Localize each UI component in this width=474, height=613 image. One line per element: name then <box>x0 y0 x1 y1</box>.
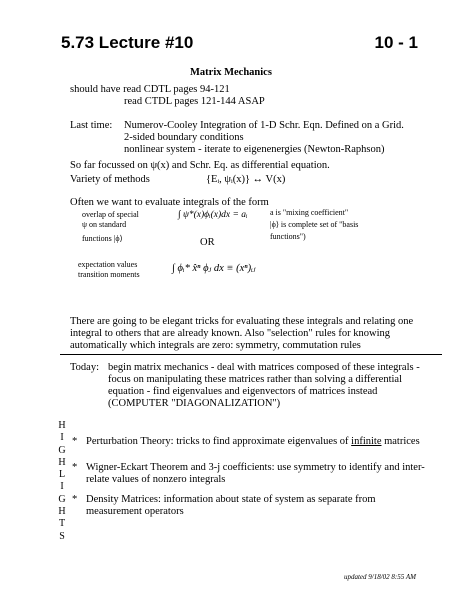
highlights-letter: I <box>60 432 64 444</box>
bullet-density-line-2: measurement operators <box>86 506 184 517</box>
matrix-element-formula: ∫ ϕᵢ* x̂ⁿ ϕⱼ dx ≡ (xⁿ)ᵢⱼ <box>172 263 256 274</box>
last-time-line-1: Numerov-Cooley Integration of 1-D Schr. Eqn. Defined on a Grid. <box>124 120 404 131</box>
highlights-letter: H <box>58 420 66 431</box>
bullet-perturbation-end: matrices <box>381 436 420 447</box>
highlights-letter: L <box>58 469 66 481</box>
today-line-1: begin matrix mechanics - deal with matrices composed of these integrals - <box>108 362 420 373</box>
bullet-marker: * <box>72 462 78 473</box>
overlap-line-1: overlap of special <box>82 210 139 219</box>
updated-timestamp: updated 9/18/02 8:55 AM <box>343 573 416 581</box>
bullet-perturbation-text: Perturbation Theory: tricks to find approximate eigenvalues of <box>86 436 352 447</box>
reading-line-1: should have read CDTL pages 94-121 <box>70 84 230 95</box>
or-label: OR <box>200 237 215 248</box>
note-functions: functions") <box>270 232 306 241</box>
overlap-formula: ∫ ψ*(x)ϕᵢ(x)dx = aᵢ <box>178 210 248 220</box>
tricks-line-2: integral to others that are already known. Also "selection" rules for knowing <box>70 328 390 339</box>
overlap-line-3: functions |ϕ⟩ <box>82 234 123 243</box>
today-line-2: focus on manipulating these matrices rather than solving a differential <box>108 374 403 385</box>
bullet-perturbation <box>86 436 420 448</box>
lecture-title: 5.73 Lecture #10 <box>61 33 194 52</box>
highlights-letter: I <box>60 481 64 493</box>
focus-line-1: So far focussed on ψ(x) and Schr. Eq. as differential equation. <box>70 160 330 171</box>
expectation-line-2: transition moments <box>78 270 140 279</box>
bullet-wigner-line-1: Wigner-Eckart Theorem and 3-j coefficients: use symmetry to identify and inter- <box>86 462 425 473</box>
bullet-marker: * <box>72 494 78 505</box>
section-divider <box>60 354 442 355</box>
note-mixing: a is "mixing coefficient" <box>270 208 349 217</box>
bullet-wigner-line-2: relate values of nonzero integrals <box>86 474 226 485</box>
focus-line-2-label: Variety of methods <box>70 174 150 185</box>
tricks-line-3: automatically which integrals are zero: symmetry, commutation rules <box>70 340 361 351</box>
section-title: Matrix Mechanics <box>190 67 272 78</box>
integrals-intro: Often we want to evaluate integrals of the form <box>70 197 269 208</box>
today-line-4: (COMPUTER "DIAGONALIZATION") <box>108 398 281 409</box>
highlights-letter: H <box>58 456 66 468</box>
infinite-underlined: infinite <box>351 436 382 447</box>
last-time-line-3: nonlinear system - iterate to eigenenergies (Newton-Raphson) <box>124 144 385 155</box>
tricks-line-1: There are going to be elegant tricks for evaluating these integrals and relating one <box>70 316 414 327</box>
highlights-letter: T <box>58 518 66 530</box>
page-number: 10 - 1 <box>374 33 418 52</box>
last-time-line-2: 2-sided boundary conditions <box>124 132 244 143</box>
note-basis: |ϕ⟩ is complete set of "basis <box>270 220 359 229</box>
highlights-letter: S <box>59 530 65 542</box>
highlights-vertical-label <box>56 420 68 543</box>
bullet-marker: * <box>72 436 78 447</box>
overlap-line-2: ψ on standard <box>82 220 127 229</box>
bullet-density-line-1: Density Matrices: information about state of system as separate from <box>86 494 376 505</box>
focus-formula: {Eᵢ, ψᵢ(x)} ↔ V(x) <box>206 174 286 185</box>
today-label: Today: <box>70 362 100 373</box>
highlights-letter: G <box>58 493 66 505</box>
reading-line-2: read CTDL pages 121-144 ASAP <box>124 96 265 107</box>
highlights-letter: H <box>58 506 66 518</box>
expectation-line-1: expectation values <box>78 260 138 269</box>
last-time-label: Last time: <box>70 120 113 131</box>
highlights-letter: G <box>58 444 66 456</box>
today-line-3: equation - find eigenvalues and eigenvectors of matrices instead <box>108 386 378 397</box>
